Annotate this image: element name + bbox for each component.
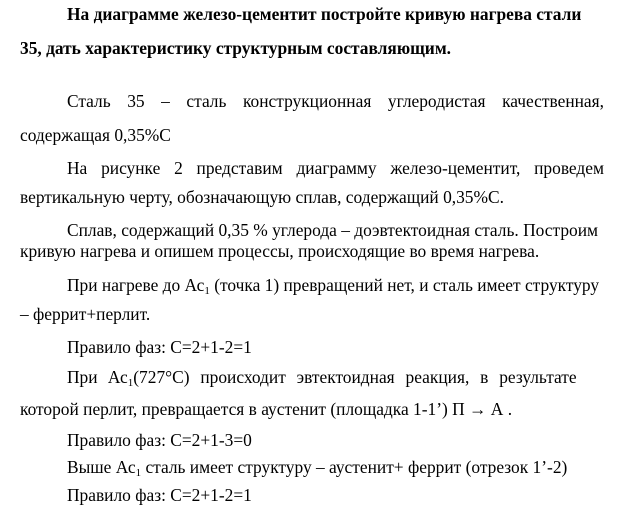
paragraph-6-text-a: Выше Ас <box>67 457 136 477</box>
paragraph-1-line-2: содержащая 0,35%С <box>20 125 171 145</box>
paragraph-1-line-1: Сталь 35 – сталь конструкционная углеродистая качественная, <box>67 91 604 111</box>
paragraph-2-line-1: На рисунке 2 представим диаграмму железо-цементит, проведем <box>67 158 604 178</box>
phase-rule-1: Правило фаз: С=2+1-2=1 <box>67 337 252 357</box>
paragraph-6-line-1 <box>0 457 636 477</box>
heading-line-1: На диаграмме железо-цементит постройте кривую нагрева стали <box>67 4 582 24</box>
paragraph-6-text-b: сталь имеет структуру – аустенит+ феррит (отрезок 1’-2) <box>141 457 568 477</box>
paragraph-5-subscript: 1 <box>127 377 134 389</box>
paragraph-4-text-b: (точка 1) превращений нет, и сталь имеет структуру <box>209 275 600 295</box>
paragraph-2-line-2: вертикальную черту, обозначающую сплав, содержащий 0,35%С. <box>20 187 504 207</box>
paragraph-4-line-2: – феррит+перлит. <box>20 304 151 324</box>
phase-rule-3: Правило фаз: С=2+1-2=1 <box>67 485 252 505</box>
paragraph-5-line-1 <box>0 367 636 387</box>
paragraph-4-line-1 <box>0 275 636 295</box>
paragraph-5-text-a: При Ас <box>67 367 128 387</box>
paragraph-6-subscript: 1 <box>135 467 142 479</box>
paragraph-4-subscript: 1 <box>204 285 210 297</box>
paragraph-4-text-a: При нагреве до Ас <box>67 275 205 295</box>
paragraph-3-line-2: кривую нагрева и опишем процессы, происходящие во время нагрева. <box>20 241 540 261</box>
phase-rule-2: Правило фаз: С=2+1-3=0 <box>67 430 252 450</box>
paragraph-3-line-1: Сплав, содержащий 0,35 % углерода – доэвтектоидная сталь. Построим <box>67 220 599 240</box>
heading-line-2: 35, дать характеристику структурным составляющим. <box>20 38 452 58</box>
paragraph-5-text-b: (727°С) происходит эвтектоидная реакция, в результате <box>133 367 577 387</box>
paragraph-5-line-2: которой перлит, превращается в аустенит (площадка 1-1’) П → А . <box>20 399 513 419</box>
